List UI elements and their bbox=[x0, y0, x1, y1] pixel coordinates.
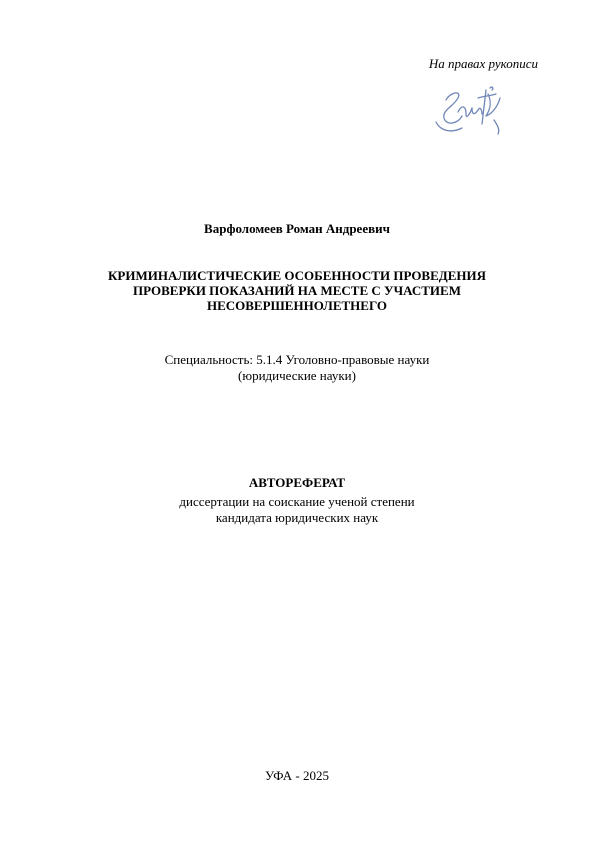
manuscript-note: На правах рукописи bbox=[428, 56, 538, 71]
specialty bbox=[0, 352, 594, 384]
abstract-description-line: кандидата юридических наук bbox=[215, 510, 379, 525]
thesis-title bbox=[0, 268, 594, 313]
thesis-title-line: ПРОВЕРКИ ПОКАЗАНИЙ НА МЕСТЕ С УЧАСТИЕМ bbox=[133, 283, 461, 298]
place-year: УФА - 2025 bbox=[265, 768, 329, 783]
specialty-code: Специальность: 5.1.4 Уголовно-правовые науки bbox=[164, 352, 430, 367]
thesis-title-line: КРИМИНАЛИСТИЧЕСКИЕ ОСОБЕННОСТИ ПРОВЕДЕНИЯ bbox=[108, 268, 486, 283]
abstract-description-line: диссертации на соискание ученой степени bbox=[179, 494, 415, 509]
abstract-heading: АВТОРЕФЕРАТ bbox=[248, 475, 346, 490]
author-name: Варфоломеев Роман Андреевич bbox=[204, 221, 390, 236]
abstract-description bbox=[0, 494, 594, 526]
signature-image bbox=[428, 84, 512, 136]
specialty-field: (юридические науки) bbox=[238, 368, 356, 383]
thesis-title-line: НЕСОВЕРШЕННОЛЕТНЕГО bbox=[206, 298, 388, 313]
